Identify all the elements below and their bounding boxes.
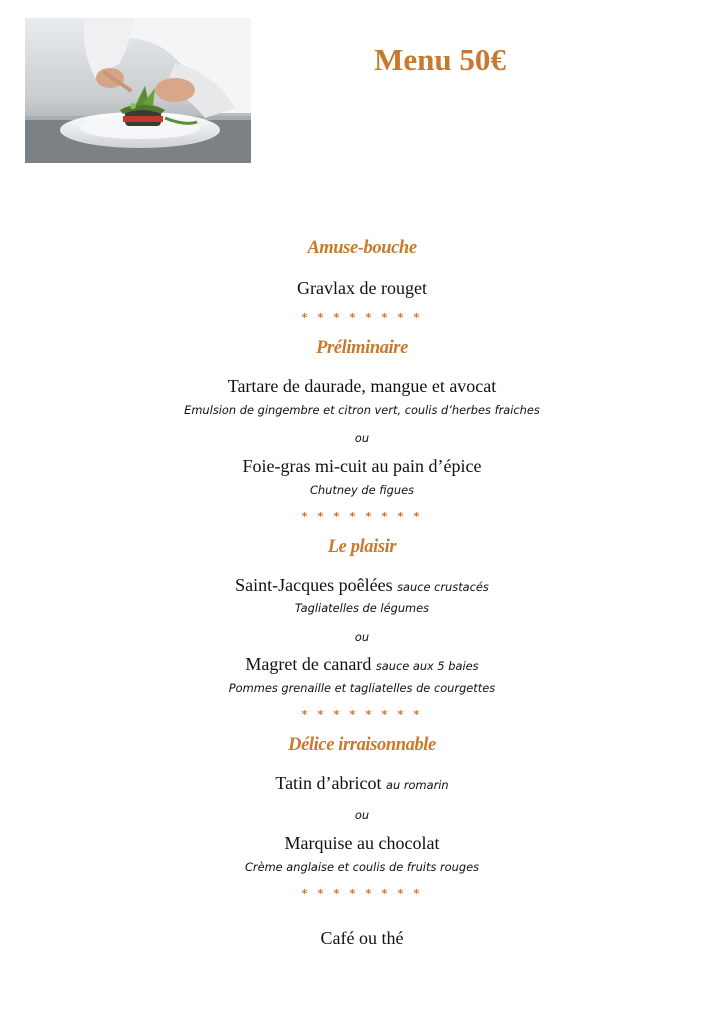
dish-line [0, 773, 724, 794]
separator-stars: * * * * * * * * [301, 708, 423, 721]
or-label: ou [354, 808, 370, 822]
dish-detail: Pommes grenaille et tagliatelles de courgettes [228, 681, 496, 695]
dish-detail: Crème anglaise et coulis de fruits rouges [244, 860, 480, 874]
chef-plating-photo [25, 18, 251, 163]
dish-name: Marquise au chocolat [284, 833, 440, 853]
dish-sauce: au romarin [386, 778, 449, 792]
or-label: ou [354, 431, 370, 445]
dish-name: Tatin d’abricot [275, 773, 382, 793]
dish-name: Tartare de daurade, mangue et avocat [227, 376, 497, 396]
menu-title: Menu 50€ [374, 42, 506, 77]
dish-detail: Tagliatelles de légumes [294, 601, 430, 615]
dish-line [0, 575, 724, 596]
dish-sauce: sauce aux 5 baies [375, 659, 479, 673]
separator-stars: * * * * * * * * [301, 887, 423, 900]
dish-line [0, 654, 724, 675]
section-title: Préliminaire [316, 338, 408, 358]
section-title: Délice irraisonnable [288, 735, 436, 755]
final-item: Café ou thé [320, 928, 404, 948]
dish-sauce: sauce crustacés [397, 580, 489, 594]
dish-name: Foie-gras mi-cuit au pain d’épice [242, 456, 482, 476]
dish-name: Gravlax de rouget [297, 278, 427, 298]
dish-detail: Chutney de figues [309, 483, 415, 497]
section-title: Amuse-bouche [307, 238, 417, 258]
or-label: ou [354, 630, 370, 644]
separator-stars: * * * * * * * * [301, 510, 423, 523]
dish-detail: Emulsion de gingembre et citron vert, coulis d’herbes fraiches [184, 403, 540, 417]
separator-stars: * * * * * * * * [301, 311, 423, 324]
dish-name: Saint-Jacques poêlées [235, 575, 393, 595]
dish-name: Magret de canard [245, 654, 372, 674]
section-title: Le plaisir [327, 537, 397, 557]
